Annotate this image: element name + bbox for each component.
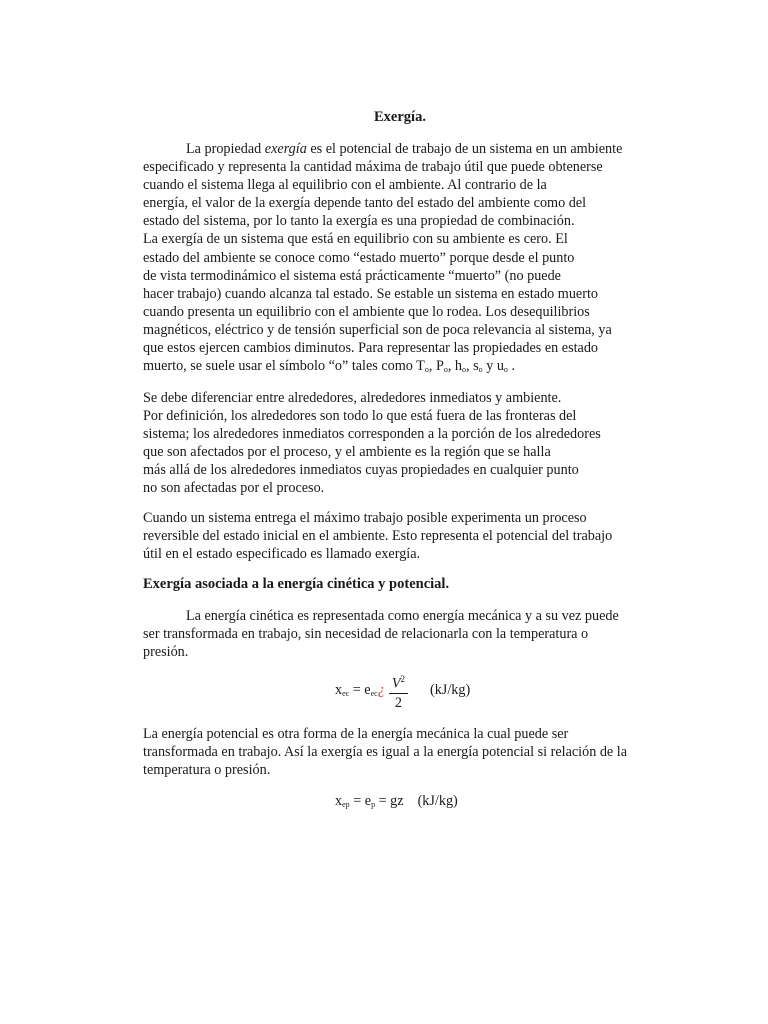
page-title: Exergía. [374,109,426,125]
text-line: que estos ejercen cambios diminutos. Para representar las propiedades en estado [143,340,599,357]
text-line: temperatura o presión. [143,762,271,779]
text-line: cuando el sistema llega al equilibrio con el ambiente. Al contrario de la [143,177,547,194]
unit-label: (kJ/kg) [417,793,458,809]
paragraph-surroundings [143,389,673,498]
symbol: = e [349,682,371,699]
text-line: que son afectados por el proceso, y el ambiente es la región que se halla [143,444,551,461]
paragraph-potential-energy [143,725,673,779]
subscript: o [478,365,483,375]
subscript: o [424,365,429,375]
text-line: más allá de los alrededores inmediatos cuyas propiedades en cualquier punto [143,462,579,479]
symbol: V [391,675,401,692]
text-line: Por definición, los alrededores son todo lo que está fuera de las fronteras del [143,408,577,425]
text-line: La energía cinética es representada como energía mecánica y a su vez puede [186,608,619,624]
text-line: sistema; los alrededores inmediatos corresponden a la porción de los alrededores [143,426,601,443]
text-line: útil en el estado especificado es llamado exergía. [143,546,421,563]
text-run: es el potencial de trabajo de un sistema en un ambiente [306,141,623,157]
paragraph-exergy-definition [143,140,673,375]
text-line: energía, el valor de la exergía depende tanto del estado del ambiente como del [143,195,587,212]
potential-exergy-formula [335,793,458,810]
text-line: La energía potencial es otra forma de la energía mecánica la cual puede ser [143,726,569,742]
text-run: La propiedad [186,141,265,157]
symbol: = gz [375,793,404,809]
subscript: o [503,365,508,375]
subscript: o [462,365,467,375]
text-line: transformada en trabajo. Así la exergía es igual a la energía potencial si relación de la [143,744,628,761]
symbol: x [335,793,343,809]
text-line: estado del sistema, por lo tanto la exergía es una propiedad de combinación. [143,213,575,230]
text-line: reversible del estado inicial en el ambiente. Esto representa el potencial del trabajo [143,528,613,545]
text-line: La exergía de un sistema que está en equilibrio con su ambiente es cero. El [143,231,568,248]
text-run: . [507,358,516,375]
subscript: p [371,800,376,809]
emphasis-text: exergía [264,141,307,157]
glyph: ¿ [377,682,385,699]
text-run: , P [428,358,444,375]
symbol: x [335,682,343,699]
subscript: ep [342,800,350,809]
kinetic-exergy-formula [335,670,470,712]
exponent: 2 [400,674,405,684]
text-line [143,140,673,158]
numerator [389,670,408,694]
text-run: , h [447,358,463,375]
symbol: = e [349,793,372,809]
text-line: especificado y representa la cantidad máxima de trabajo útil que puede obtenerse [143,159,603,176]
text-line: estado del ambiente se conoce como “estado muerto” porque desde el punto [143,249,575,266]
fraction [389,670,408,712]
text-line: no son afectadas por el proceso. [143,480,325,497]
subscript: ec [342,689,350,699]
text-run: y u [482,358,504,375]
heading-text: Exergía asociada a la energía cinética y potencial. [143,576,450,592]
subscript: o [443,365,448,375]
text-run: muerto, se suele usar el símbolo “o” tales como T [143,358,425,375]
text-line: cuando presenta un equilibrio con el ambiente que lo rodea. Los desequilibrios [143,303,590,320]
unit-label: (kJ/kg) [429,682,471,699]
subscript: ec [370,689,378,699]
text-run: , s [466,358,479,375]
text-line: de vista termodinámico el sistema está prácticamente “muerto” (no puede [143,267,561,284]
text-line: hacer trabajo) cuando alcanza tal estado. Se estable un sistema en estado muerto [143,285,598,302]
paragraph-kinetic-energy [143,607,673,661]
text-line [143,357,673,375]
text-line: Cuando un sistema entrega el máximo trabajo posible experimenta un proceso [143,510,587,526]
paragraph-maximum-work [143,509,673,563]
text-line: Se debe diferenciar entre alrededores, alrededores inmediatos y ambiente. [143,390,562,406]
text-line: ser transformada en trabajo, sin necesidad de relacionarla con la temperatura o [143,626,589,643]
section-heading [143,575,673,593]
text-line: presión. [143,644,189,661]
text-line: magnéticos, eléctrico y de tensión superficial son de poca relevancia al sistema, ya [143,321,612,338]
denominator: 2 [394,694,402,711]
